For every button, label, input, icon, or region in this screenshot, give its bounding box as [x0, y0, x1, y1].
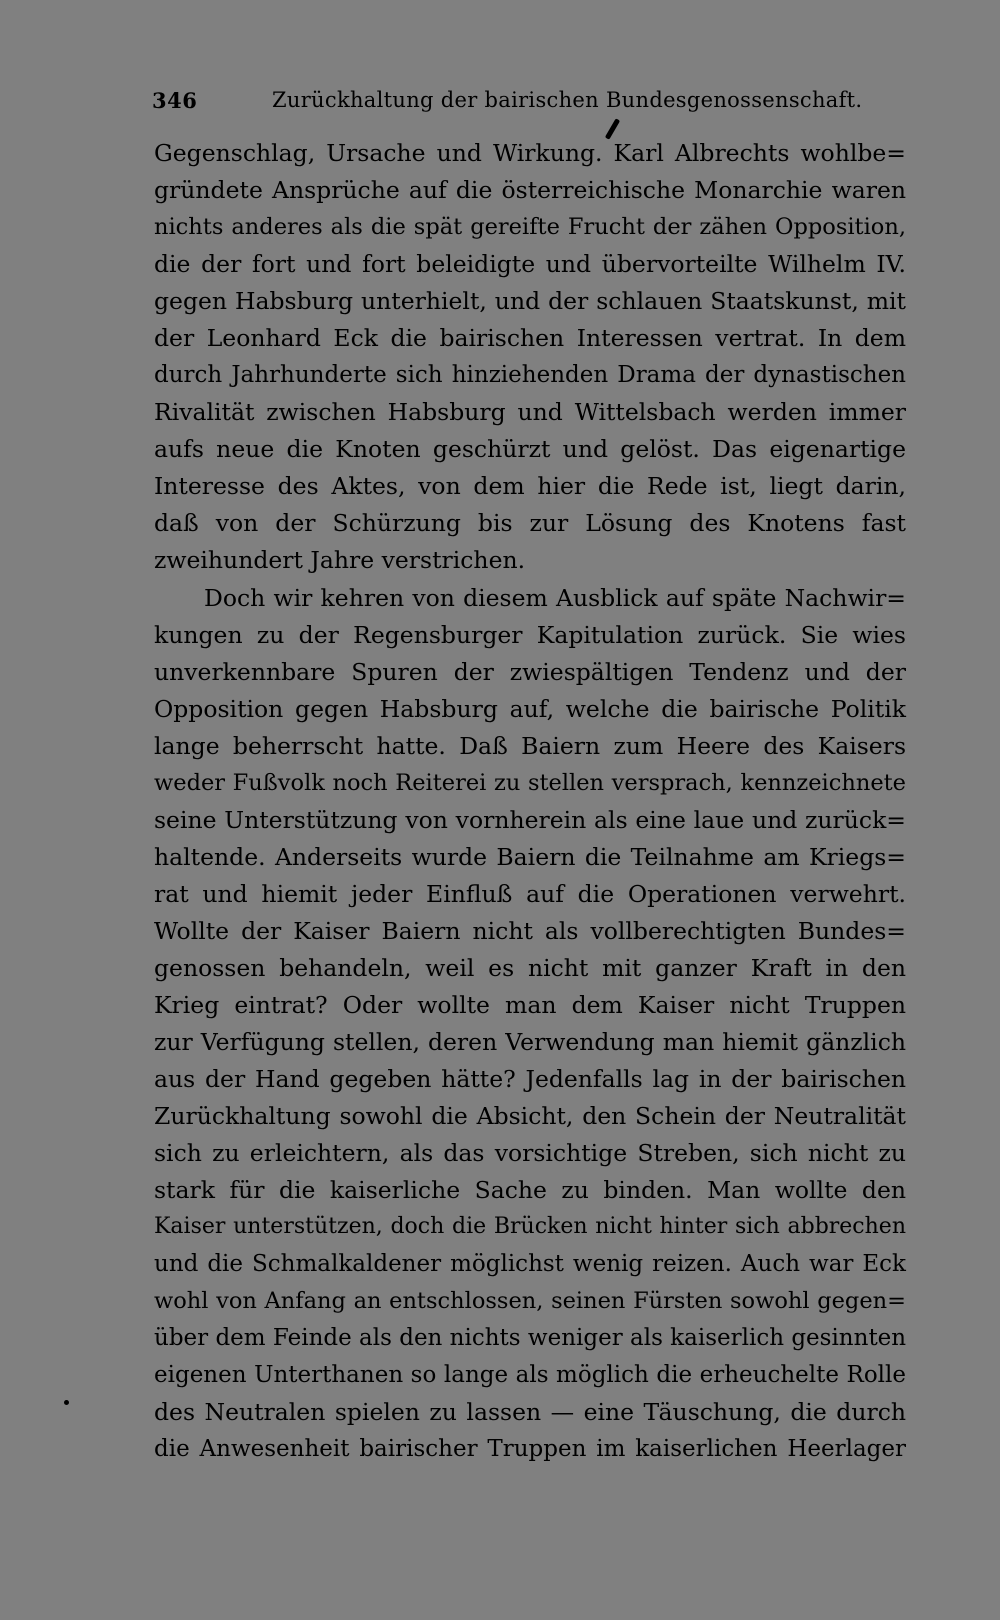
- text-line: aufs neue die Knoten geschürzt und gelöst. Das eigenartige: [154, 435, 906, 463]
- text-line: des Neutralen spielen zu lassen — eine Täuschung, die durch: [154, 1398, 906, 1426]
- text-line: weder Fußvolk noch Reiterei zu stellen versprach, kennzeichnete: [154, 770, 906, 796]
- text-line: sich zu erleichtern, als das vorsichtige Streben, sich nicht zu: [154, 1139, 906, 1167]
- text-line: zweihundert Jahre verstrichen.: [154, 546, 526, 574]
- text-line: genossen behandeln, weil es nicht mit ganzer Kraft in den: [154, 954, 906, 982]
- text-line: Wollte der Kaiser Baiern nicht als vollberechtigten Bundes=: [154, 917, 906, 945]
- text-line: Kaiser unterstützen, doch die Brücken nicht hinter sich abbrechen: [154, 1214, 906, 1239]
- running-head: Zurückhaltung der bairischen Bundesgenossenschaft.: [272, 88, 863, 112]
- text-line: Zurückhaltung sowohl die Absicht, den Schein der Neutralität: [154, 1102, 906, 1130]
- text-line: haltende. Anderseits wurde Baiern die Teilnahme am Kriegs=: [154, 843, 906, 871]
- text-line: die Anwesenheit bairischer Truppen im kaiserlichen Heerlager: [154, 1436, 906, 1462]
- text-line: kungen zu der Regensburger Kapitulation zurück. Sie wies: [154, 621, 906, 649]
- text-line: der Leonhard Eck die bairischen Interessen vertrat. In dem: [154, 324, 906, 352]
- text-line: gegen Habsburg unterhielt, und der schlauen Staatskunst, mit: [154, 287, 906, 315]
- text-line: Opposition gegen Habsburg auf, welche die bairische Politik: [154, 695, 906, 723]
- text-line: nichts anderes als die spät gereifte Frucht der zähen Opposition,: [154, 214, 906, 240]
- text-line: eigenen Unterthanen so lange als möglich die erheuchelte Rolle: [154, 1362, 906, 1388]
- text-line: seine Unterstützung von vornherein als eine laue und zurück=: [154, 806, 906, 834]
- page-number: 346: [152, 88, 198, 113]
- text-line: daß von der Schürzung bis zur Lösung des Knotens fast: [154, 509, 906, 537]
- text-line: gründete Ansprüche auf die österreichische Monarchie waren: [154, 176, 906, 204]
- text-line: stark für die kaiserliche Sache zu binden. Man wollte den: [154, 1176, 906, 1204]
- page-header: [152, 88, 902, 120]
- text-line: Interesse des Aktes, von dem hier die Rede ist, liegt darin,: [154, 472, 906, 500]
- text-line: Doch wir kehren von diesem Ausblick auf späte Nachwir=: [204, 584, 906, 612]
- text-line: lange beherrscht hatte. Daß Baiern zum Heere des Kaisers: [154, 732, 906, 760]
- text-line: durch Jahrhunderte sich hinziehenden Drama der dynastischen: [154, 362, 906, 388]
- text-line: rat und hiemit jeder Einfluß auf die Operationen verwehrt.: [154, 880, 906, 908]
- text-line: die der fort und fort beleidigte und übervorteilte Wilhelm IV.: [154, 250, 906, 278]
- text-line: und die Schmalkaldener möglichst wenig reizen. Auch war Eck: [154, 1251, 906, 1277]
- ink-dot: [64, 1400, 69, 1405]
- text-line: wohl von Anfang an entschlossen, seinen Fürsten sowohl gegen=: [154, 1288, 906, 1314]
- text-line: Rivalität zwischen Habsburg und Wittelsbach werden immer: [154, 398, 906, 426]
- text-line: über dem Feinde als den nichts weniger als kaiserlich gesinnten: [154, 1325, 907, 1351]
- text-line: Gegenschlag, Ursache und Wirkung. Karl Albrechts wohlbe=: [154, 139, 906, 167]
- text-line: zur Verfügung stellen, deren Verwendung man hiemit gänzlich: [154, 1028, 906, 1056]
- text-line: Krieg eintrat? Oder wollte man dem Kaiser nicht Truppen: [154, 991, 906, 1019]
- text-line: aus der Hand gegeben hätte? Jedenfalls lag in der bairischen: [154, 1065, 906, 1093]
- text-line: unverkennbare Spuren der zwiespältigen Tendenz und der: [154, 658, 906, 686]
